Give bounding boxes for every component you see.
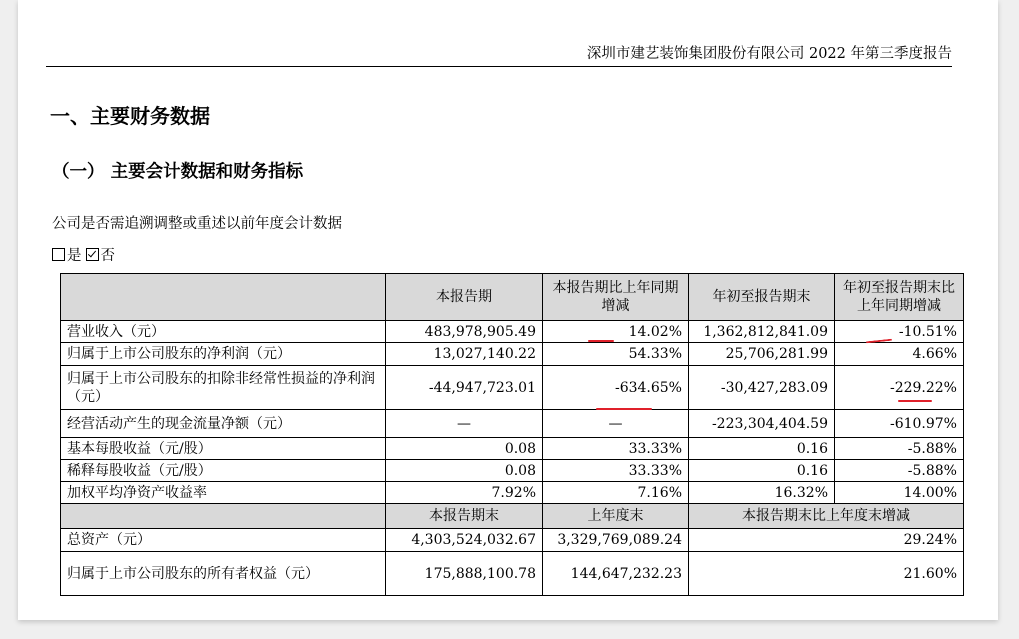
table-cell: 3,329,769,089.24 (543, 529, 689, 552)
table-cell: 4.66% (835, 343, 964, 366)
table-row (61, 438, 964, 460)
report-header: 深圳市建艺装饰集团股份有限公司 2022 年第三季度报告 (46, 44, 952, 67)
option-yes[interactable] (52, 244, 82, 265)
row-label: 基本每股收益（元/股） (61, 438, 386, 460)
row-label: 归属于上市公司股东的扣除非经常性损益的净利润（元） (61, 366, 386, 410)
table-cell: 25,706,281.99 (689, 343, 835, 366)
header-cell: 本报告期末比上年度末增减 (689, 504, 964, 529)
table-header-row (61, 274, 964, 321)
financial-data-table (60, 273, 964, 596)
header-cell: 本报告期比上年同期增减 (543, 274, 689, 321)
red-underline-mark (588, 340, 614, 342)
table-cell: -44,947,723.01 (386, 366, 543, 410)
table-subheader-row (61, 504, 964, 529)
row-label: 归属于上市公司股东的净利润（元） (61, 343, 386, 366)
table-cell: -5.88% (835, 438, 964, 460)
table-cell: 0.08 (386, 438, 543, 460)
table-row (61, 482, 964, 504)
row-label: 营业收入（元） (61, 321, 386, 343)
checkbox-checked-icon[interactable] (86, 248, 99, 261)
header-cell: 本报告期 (386, 274, 543, 321)
table-cell: 1,362,812,841.09 (689, 321, 835, 343)
table-cell: 7.92% (386, 482, 543, 504)
table-cell: -5.88% (835, 460, 964, 482)
table-cell: 14.00% (835, 482, 964, 504)
table-cell: 0.16 (689, 460, 835, 482)
header-cell (61, 274, 386, 321)
table-cell: — (543, 410, 689, 438)
table-row (61, 343, 964, 366)
header-cell (61, 504, 386, 529)
table-cell: 175,888,100.78 (386, 552, 543, 596)
table-row (61, 366, 964, 410)
table-cell: 0.16 (689, 438, 835, 460)
table-cell: 4,303,524,032.67 (386, 529, 543, 552)
table-row (61, 552, 964, 596)
table-cell: 0.08 (386, 460, 543, 482)
table-cell: -610.97% (835, 410, 964, 438)
restatement-question: 公司是否需追溯调整或重述以前年度会计数据 (52, 216, 342, 232)
table-cell: 54.33% (543, 343, 689, 366)
row-label: 稀释每股收益（元/股） (61, 460, 386, 482)
table-row (61, 529, 964, 552)
table-cell: -229.22% (835, 366, 964, 410)
table-cell: -223,304,404.59 (689, 410, 835, 438)
red-underline-mark (596, 408, 652, 410)
red-underline-mark (898, 400, 932, 402)
table-cell: -30,427,283.09 (689, 366, 835, 410)
table-cell: 21.60% (689, 552, 964, 596)
table-row (61, 460, 964, 482)
table-cell: — (386, 410, 543, 438)
option-yes-label: 是 (67, 248, 82, 264)
table-cell: 33.33% (543, 438, 689, 460)
row-label: 加权平均净资产收益率 (61, 482, 386, 504)
table-cell: 14.02% (543, 321, 689, 343)
row-label: 经营活动产生的现金流量净额（元） (61, 410, 386, 438)
table-cell: 29.24% (689, 529, 964, 552)
table-cell: -634.65% (543, 366, 689, 410)
header-cell: 上年度末 (543, 504, 689, 529)
option-no[interactable] (86, 244, 116, 265)
table-cell: 16.32% (689, 482, 835, 504)
table-cell: 13,027,140.22 (386, 343, 543, 366)
header-cell: 年初至报告期末比上年同期增减 (835, 274, 964, 321)
section-subtitle: （一） 主要会计数据和财务指标 (52, 162, 304, 182)
restatement-options (52, 244, 119, 265)
header-cell: 年初至报告期末 (689, 274, 835, 321)
table-row (61, 321, 964, 343)
header-cell: 本报告期末 (386, 504, 543, 529)
row-label: 归属于上市公司股东的所有者权益（元） (61, 552, 386, 596)
table-cell: 144,647,232.23 (543, 552, 689, 596)
document-page (18, 0, 998, 620)
checkbox-unchecked-icon[interactable] (52, 248, 65, 261)
row-label: 总资产（元） (61, 529, 386, 552)
section-title: 一、主要财务数据 (50, 104, 210, 128)
table-cell: 483,978,905.49 (386, 321, 543, 343)
table-cell: 33.33% (543, 460, 689, 482)
table-cell: 7.16% (543, 482, 689, 504)
option-no-label: 否 (100, 248, 115, 264)
table-row (61, 410, 964, 438)
table-cell: -10.51% (835, 321, 964, 343)
